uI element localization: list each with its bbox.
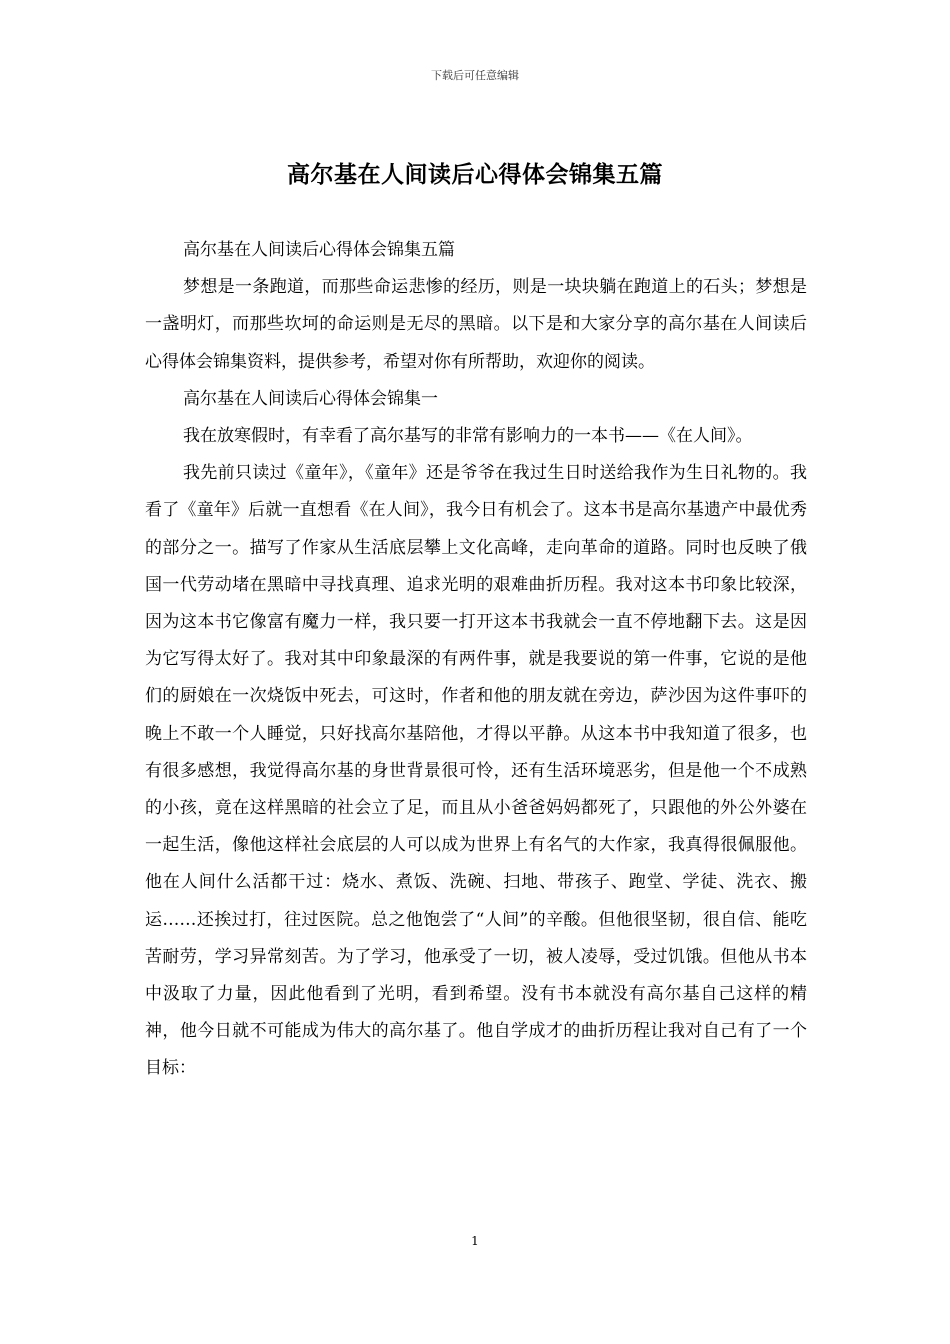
paragraph-intro: 梦想是一条跑道，而那些命运悲惨的经历，则是一块块躺在跑道上的石头；梦想是一盏明灯，而那些坎坷的命运则是无尽的黑暗。以下是和大家分享的高尔基在人间读后心得体会锦集资料，提供参考，希望对你有所帮助，欢迎你的阅读。 [145, 277, 807, 372]
document-title: 高尔基在人间读后心得体会锦集五篇 [287, 161, 663, 188]
paragraph-opening: 我在放寒假时，有幸看了高尔基写的非常有影响力的一本书——《在人间》。 [183, 426, 753, 447]
paragraph-main: 我先前只读过《童年》，《童年》还是爷爷在我过生日时送给我作为生日礼物的。我看了《童年》后就一直想看《在人间》，我今日有机会了。这本书是高尔基遗产中最优秀的部分之一。描写了作家从生活底层攀上文化高峰，走向革命的道路。同时也反映了俄国一代劳动堵在黑暗中寻找真理、追求光明的艰难曲折历程。我对这本书印象比较深，因为这本书它像富有魔力一样，我只要一打开这本书我就会一直不停地翻下去。这是因为它写得太好了。我对其中印象最深的有两件事，就是我要说的第一件事，它说的是他们的厨娘在一次烧饭中死去，可这时，作者和他的朋友就在旁边，萨沙因为这件事吓的晚上不敢一个人睡觉，只好找高尔基陪他，才得以平静。从这本书中我知道了很多，也有很多感想，我觉得高尔基的身世背景很可怜，还有生活环境恶劣，但是他一个不成熟的小孩，竟在这样黑暗的社会立了足，而且从小爸爸妈妈都死了，只跟他的外公外婆在一起生活，像他这样社会底层的人可以成为世界上有名气的大作家，我真得很佩服他。他在人间什么活都干过：烧水、煮饭、洗碗、扫地、带孩子、跑堂、学徒、洗衣、搬运……还挨过打，往过医院。总之他饱尝了“人间”的辛酸。但他很坚韧，很自信、能吃苦耐劳，学习异常刻苦。为了学习，他承受了一切，被人凌辱，受过饥饿。但他从书本中汲取了力量，因此他看到了光明，看到希望。没有书本就没有高尔基自己这样的精神，他今日就不可能成为伟大的高尔基了。他自学成才的曲折历程让我对自己有了一个目标： [145, 463, 807, 1079]
page-number: 1 [471, 1234, 479, 1248]
document-body [145, 232, 807, 1088]
paragraph-subtitle: 高尔基在人间读后心得体会锦集五篇 [183, 240, 455, 260]
paragraph-section-heading: 高尔基在人间读后心得体会锦集一 [183, 388, 438, 409]
header-note: 下载后可任意编辑 [431, 69, 519, 82]
